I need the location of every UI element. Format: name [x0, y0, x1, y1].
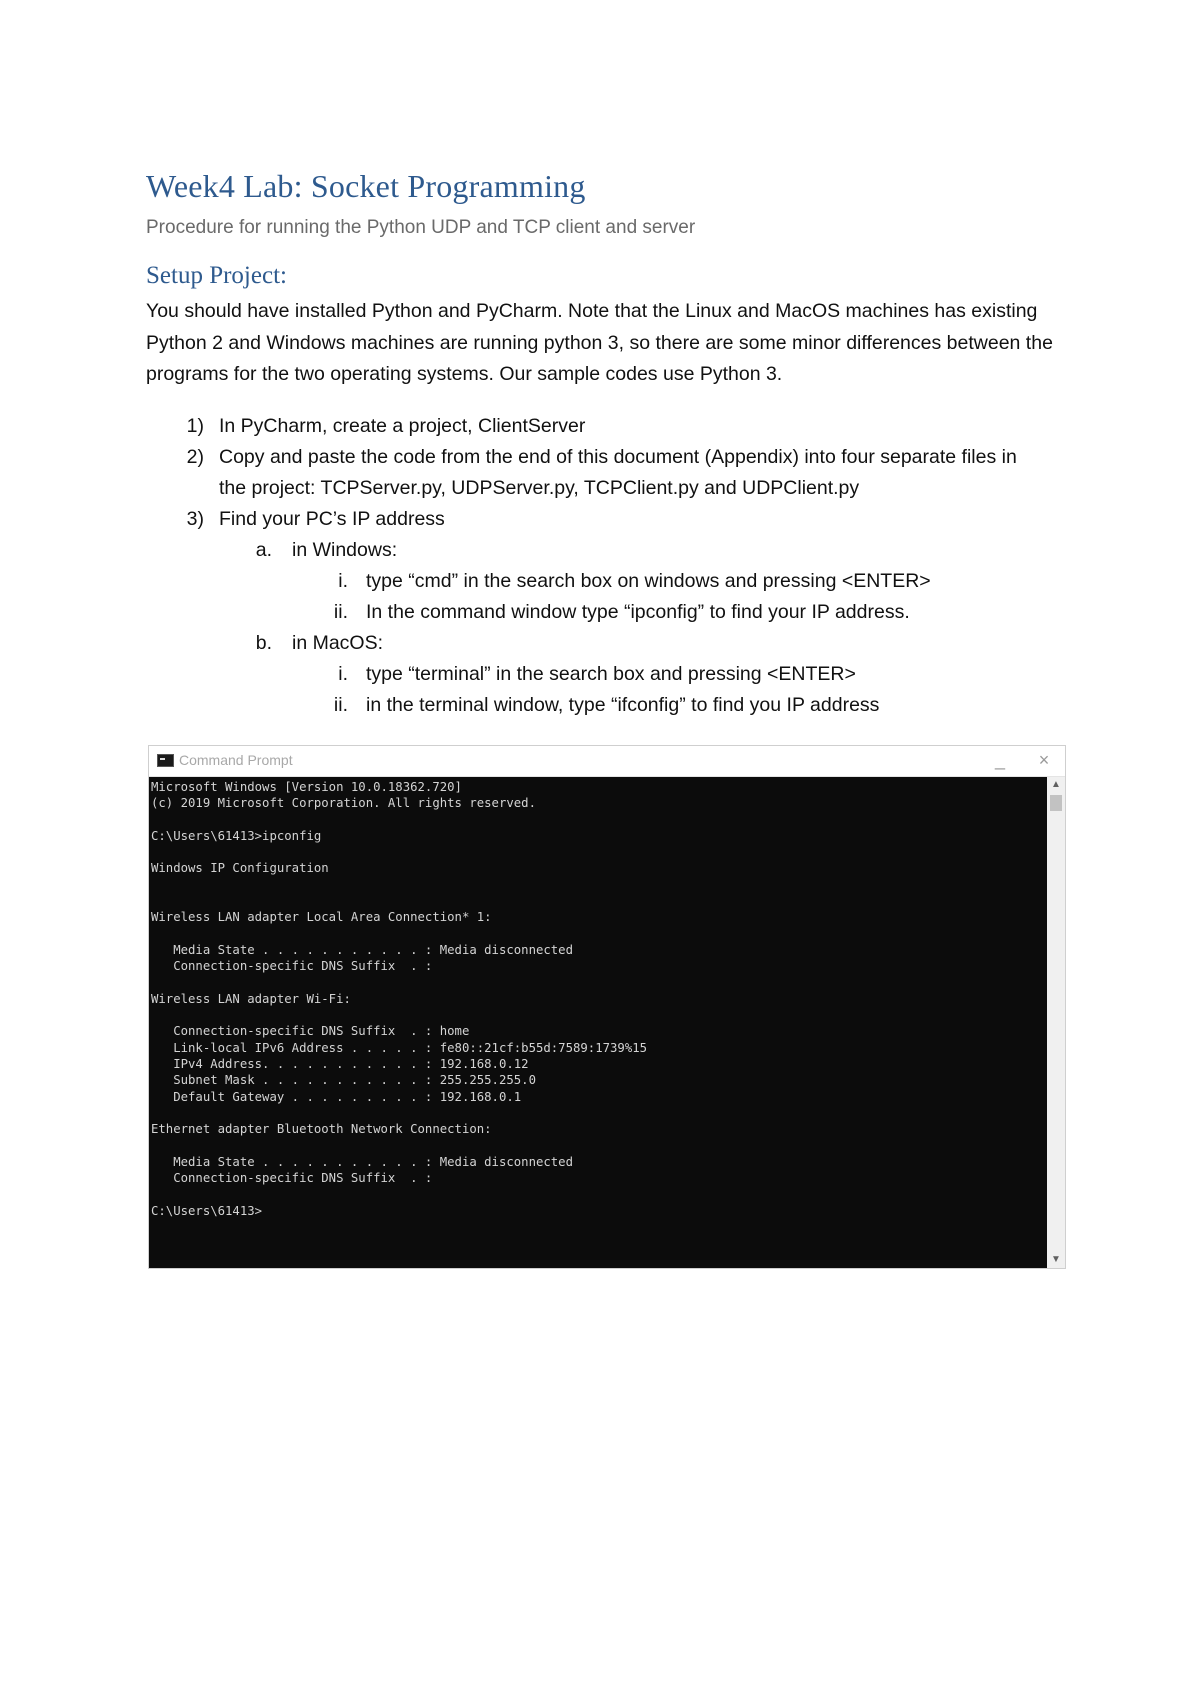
- substep-label: in MacOS:: [292, 632, 384, 654]
- terminal-line: [151, 893, 1047, 909]
- step-number: 2): [186, 446, 204, 468]
- step-number: 1): [186, 415, 204, 437]
- terminal-line: [151, 975, 1047, 991]
- terminal-line: Connection-specific DNS Suffix . :: [151, 959, 433, 974]
- terminal-line: IPv4 Address. . . . . . . . . . . : 192.168.0.12: [151, 1057, 529, 1072]
- terminal-line: Default Gateway . . . . . . . . . : 192.168.0.1: [151, 1089, 522, 1104]
- instruction-text: type “terminal” in the search box and pressing <ENTER>: [366, 663, 856, 685]
- roman-numeral: ii.: [333, 694, 348, 716]
- terminal-line: Media State . . . . . . . . . . . : Media disconnected: [151, 942, 573, 957]
- terminal-line: Media State . . . . . . . . . . . : Media disconnected: [151, 1154, 573, 1169]
- instruction-text: In the command window type “ipconfig” to find your IP address.: [366, 601, 910, 623]
- terminal-line: Connection-specific DNS Suffix . :: [151, 1171, 433, 1186]
- roman-numeral: ii.: [333, 601, 348, 623]
- cmd-window-title: Command Prompt: [179, 752, 293, 768]
- scroll-down-icon[interactable]: ▼: [1051, 1254, 1061, 1265]
- terminal-line: Windows IP Configuration: [151, 861, 329, 876]
- terminal-line: [151, 812, 1047, 828]
- terminal-line: [151, 1007, 1047, 1023]
- roman-numeral: i.: [338, 570, 348, 592]
- terminal-line: C:\Users\61413>: [151, 1203, 263, 1218]
- scroll-up-icon[interactable]: ▲: [1051, 779, 1061, 790]
- step-text: the project: TCPServer.py, UDPServer.py, TCPClient.py and UDPClient.py: [219, 477, 860, 499]
- roman-numeral: i.: [338, 663, 348, 685]
- close-icon[interactable]: ×: [1038, 750, 1050, 770]
- cmd-app-icon: [157, 754, 174, 767]
- step-number: 3): [186, 508, 204, 530]
- terminal-line: (c) 2019 Microsoft Corporation. All rights reserved.: [151, 796, 536, 811]
- step-text: Find your PC’s IP address: [219, 508, 445, 530]
- substep-letter: a.: [255, 539, 272, 561]
- terminal-line: Subnet Mask . . . . . . . . . . . : 255.255.255.0: [151, 1073, 536, 1088]
- terminal-line: Wireless LAN adapter Local Area Connection* 1:: [151, 910, 492, 925]
- step-text: Copy and paste the code from the end of this document (Appendix) into four separate files in: [219, 446, 1017, 468]
- terminal-line: Microsoft Windows [Version 10.0.18362.720]: [151, 780, 462, 794]
- document-title: Week4 Lab: Socket Programming: [146, 168, 586, 204]
- command-prompt-window: [148, 745, 1066, 1269]
- substep-label: in Windows:: [292, 539, 398, 561]
- terminal-line: [151, 877, 1047, 893]
- terminal-line: Ethernet adapter Bluetooth Network Connection:: [151, 1122, 492, 1137]
- document-subtitle: Procedure for running the Python UDP and TCP client and server: [146, 217, 696, 238]
- section-heading-setup: Setup Project:: [146, 262, 287, 289]
- terminal-line: [151, 844, 1047, 860]
- scroll-thumb[interactable]: [1050, 795, 1062, 811]
- intro-paragraph: You should have installed Python and PyCharm. Note that the Linux and MacOS machines has existing Python 2 and Windows machines are running python 3, so there are some minor differences between the programs for the two operating systems. Our sample codes use Python 3.: [146, 300, 1053, 385]
- cmd-output[interactable]: [149, 777, 1047, 1268]
- terminal-line: C:\Users\61413>ipconfig: [151, 828, 322, 843]
- instruction-text: type “cmd” in the search box on windows and pressing <ENTER>: [366, 570, 931, 592]
- cmd-scrollbar[interactable]: [1047, 777, 1065, 1268]
- cmd-titlebar: [149, 746, 1065, 777]
- terminal-line: [151, 926, 1047, 942]
- terminal-line: [151, 1138, 1047, 1154]
- step-text: In PyCharm, create a project, ClientServer: [219, 415, 586, 437]
- substep-letter: b.: [255, 632, 272, 654]
- terminal-line: Connection-specific DNS Suffix . : home: [151, 1024, 470, 1039]
- terminal-line: Wireless LAN adapter Wi-Fi:: [151, 991, 351, 1006]
- terminal-line: [151, 1186, 1047, 1202]
- terminal-line: [151, 1105, 1047, 1121]
- minimize-icon[interactable]: _: [994, 750, 1005, 770]
- terminal-line: Link-local IPv6 Address . . . . . : fe80::21cf:b55d:7589:1739%15: [151, 1040, 648, 1055]
- instruction-text: in the terminal window, type “ifconfig” to find you IP address: [366, 694, 880, 716]
